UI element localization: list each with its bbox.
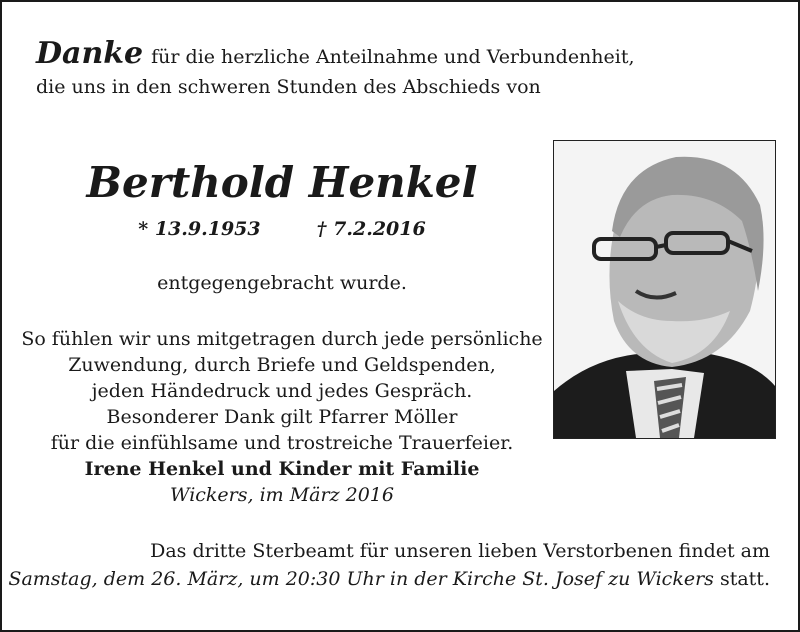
body-line-3: jeden Händedruck und jedes Gespräch. xyxy=(91,380,473,402)
portrait-illustration xyxy=(554,141,775,438)
deceased-name: Berthold Henkel xyxy=(86,158,478,207)
body-line-4: Besonderer Dank gilt Pfarrer Möller xyxy=(106,406,458,428)
received-text: entgegengebracht wurde. xyxy=(157,272,407,294)
birth-date: * 13.9.1953 xyxy=(138,218,261,240)
intro-text-1: für die herzliche Anteilnahme und Verbundenheit, xyxy=(151,46,635,68)
signature: Irene Henkel und Kinder mit Familie xyxy=(84,458,480,480)
life-dates xyxy=(2,218,562,240)
body-line-5: für die einfühlsame und trostreiche Trauerfeier. xyxy=(50,432,514,454)
intro-line-2: die uns in den schweren Stunden des Abschieds von xyxy=(36,76,541,98)
mass-date-time-place: Samstag, dem 26. März, um 20:30 Uhr in der Kirche St. Josef zu Wickers xyxy=(8,568,714,590)
place-date: Wickers, im März 2016 xyxy=(170,484,394,506)
mass-line-2-end: statt. xyxy=(713,568,770,590)
body-line-1: So fühlen wir uns mitgetragen durch jede persönliche xyxy=(21,328,543,350)
death-date: † 7.2.2016 xyxy=(316,218,426,240)
mass-line-2 xyxy=(8,568,770,590)
intro-line-1 xyxy=(36,36,635,71)
mass-line-1: Das dritte Sterbeamt für unseren lieben Verstorbenen findet am xyxy=(150,540,770,562)
portrait-photo xyxy=(553,140,776,439)
danke-heading: Danke xyxy=(36,36,144,71)
body-line-2: Zuwendung, durch Briefe und Geldspenden, xyxy=(68,354,496,376)
